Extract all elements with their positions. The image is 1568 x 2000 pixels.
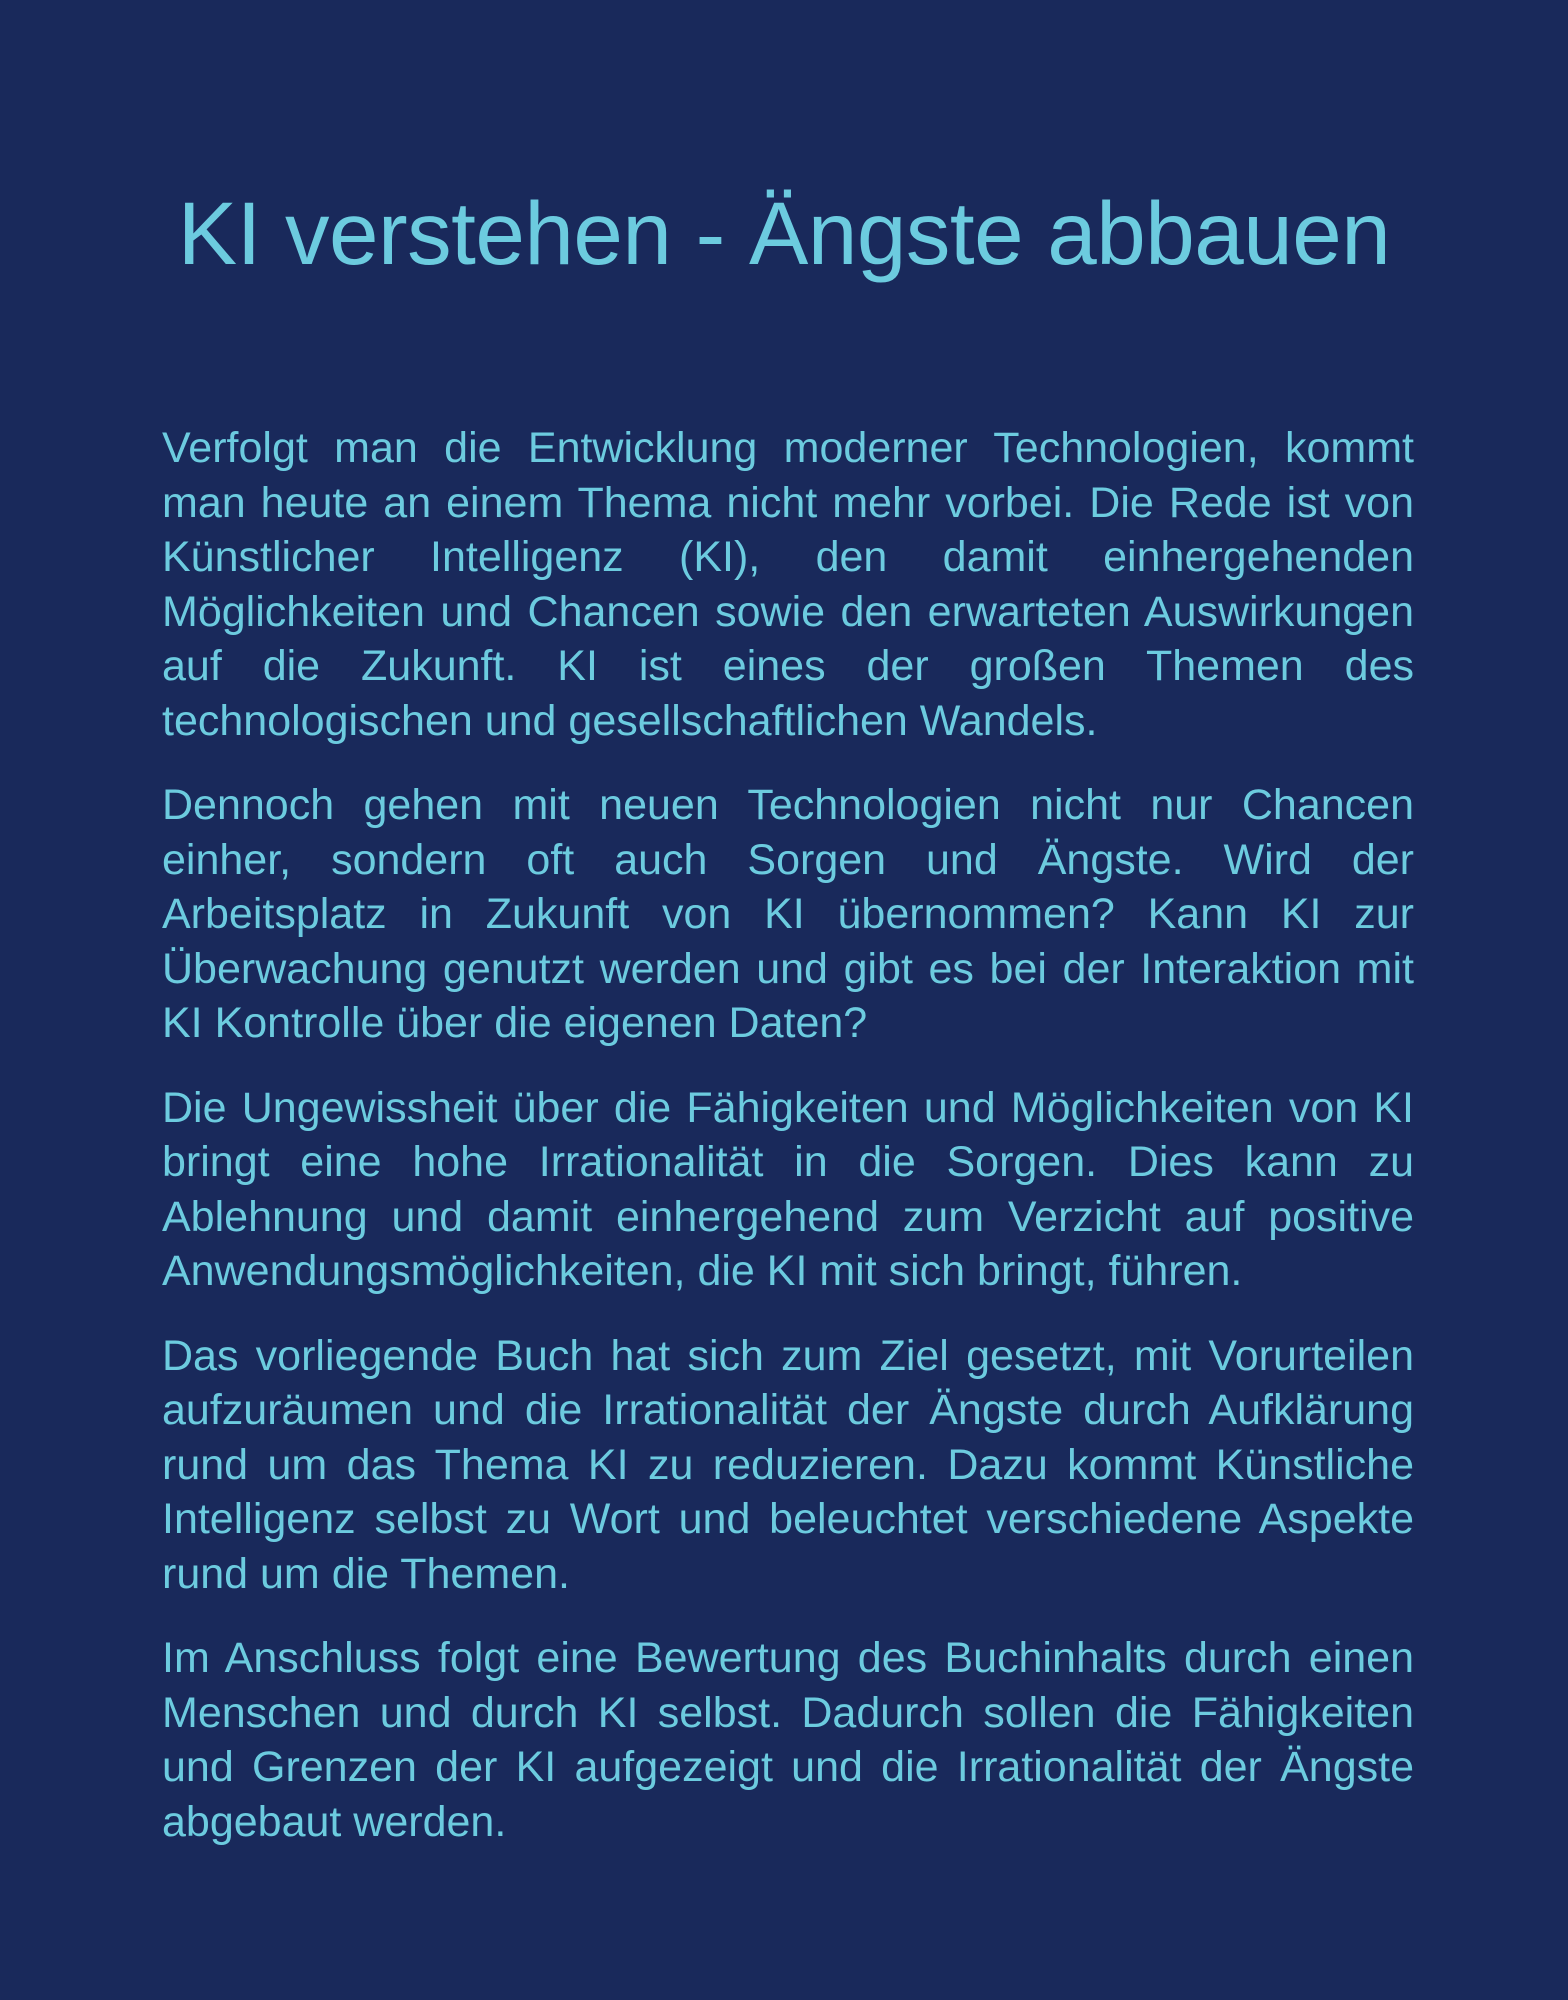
blurb-paragraph-1: Verfolgt man die Entwicklung moderner Technologien, kommt man heute an einem Thema nicht mehr vorbei. Die Rede ist von Künstlicher Intelligenz (KI), den damit einhergehenden Möglichkeiten und Chancen sowie den erwarteten Auswirkungen auf die Zukunft. KI ist eines der großen Themen des technologischen und gesellschaftlichen Wandels.	[162, 424, 1414, 745]
blurb-paragraph-4: Das vorliegende Buch hat sich zum Ziel gesetzt, mit Vorurteilen aufzuräumen und die Irrationalität der Ängste durch Aufklärung rund um das Thema KI zu reduzieren. Dazu kommt Künstliche Intelligenz selbst zu Wort und beleuchtet verschiedene Aspekte rund um die Themen.	[162, 1331, 1414, 1598]
blurb-paragraph-5: Im Anschluss folgt eine Bewertung des Buchinhalts durch einen Menschen und durch KI selbst. Dadurch sollen die Fähigkeiten und Grenzen der KI aufgezeigt und die Irrationalität der Ängste abgebaut werden.	[162, 1634, 1414, 1846]
cover-title: KI verstehen - Ängste abbauen	[177, 183, 1391, 283]
blurb-text	[162, 421, 1414, 1879]
blurb-paragraph-3: Die Ungewissheit über die Fähigkeiten und Möglichkeiten von KI bringt eine hohe Irrationalität in die Sorgen. Dies kann zu Ablehnung und damit einhergehend zum Verzicht auf positive Anwendungsmöglichkeiten, die KI mit sich bringt, führen.	[162, 1083, 1414, 1295]
blurb-paragraph-2: Dennoch gehen mit neuen Technologien nicht nur Chancen einher, sondern oft auch Sorgen und Ängste. Wird der Arbeitsplatz in Zukunft von KI übernommen? Kann KI zur Überwachung genutzt werden und gibt es bei der Interaktion mit KI Kontrolle über die eigenen Daten?	[162, 781, 1414, 1047]
